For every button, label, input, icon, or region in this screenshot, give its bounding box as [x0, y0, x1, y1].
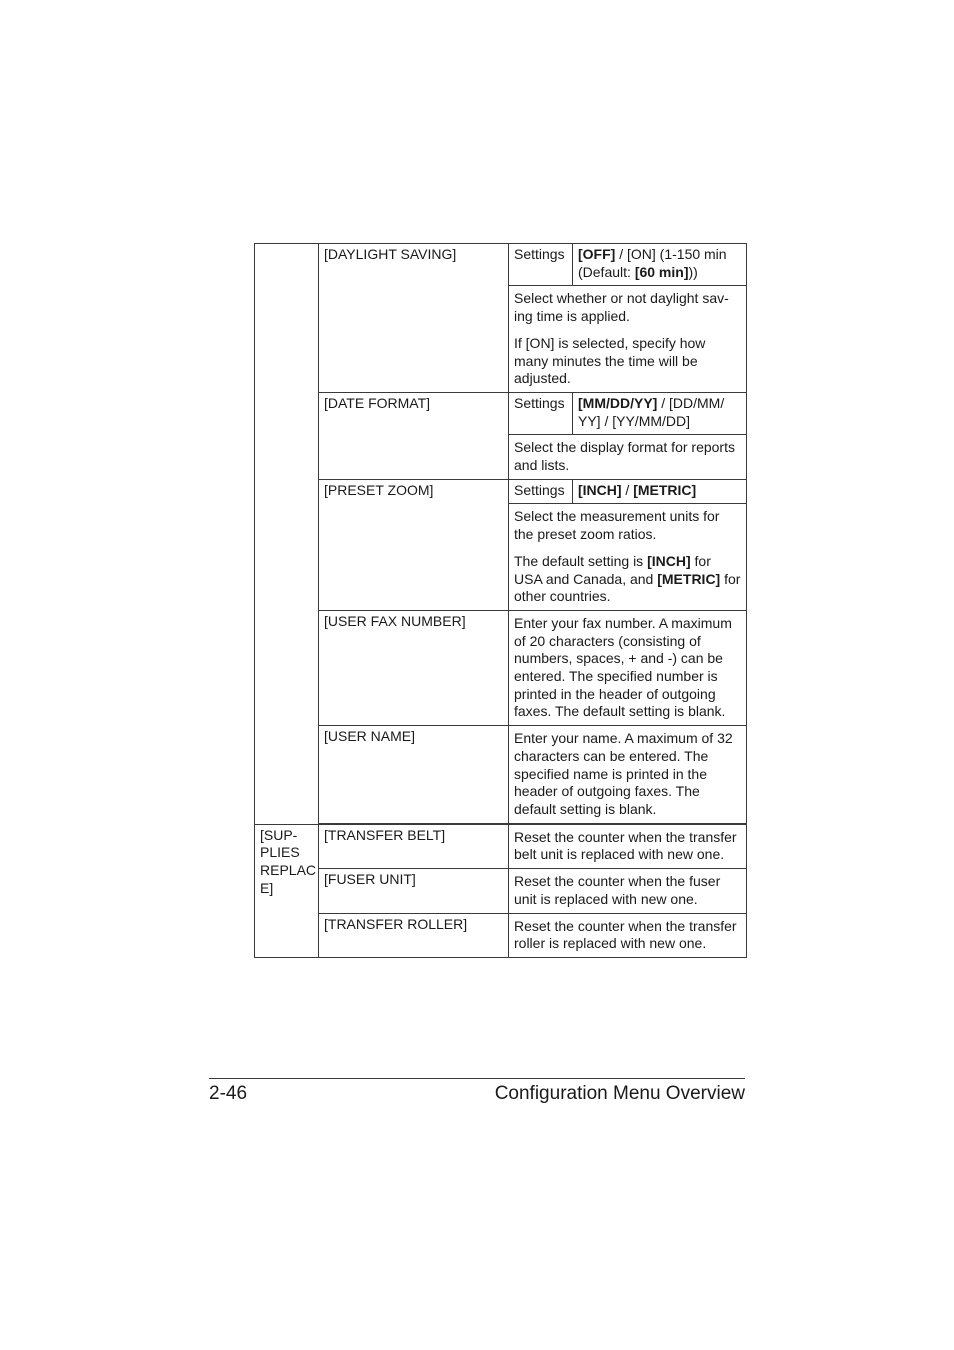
- table-row: [255, 869, 747, 913]
- table-row: [255, 244, 747, 286]
- table-row: [255, 392, 747, 434]
- settings-label: Settings: [509, 244, 573, 286]
- settings-value: [573, 479, 747, 504]
- table-row: [255, 913, 747, 957]
- description-text: for USA and Canada, and: [514, 552, 711, 587]
- description-date-format: [509, 435, 747, 479]
- description-paragraph: Enter your fax number. A maximum of 20 characters (consisting of numbers, spaces, + and -) can be entered. The specified number is printed in the header of outgoing faxes. The default setting is blank.: [514, 614, 732, 720]
- description-paragraph: Select the display format for reports and lists.: [514, 439, 735, 474]
- description-paragraph: Select the measurement units for the preset zoom ratios.: [514, 508, 720, 543]
- description-fuser-unit: [509, 869, 747, 913]
- description-paragraph: [514, 553, 742, 606]
- default-value: [60 min]: [634, 263, 689, 280]
- description-paragraph: Reset the counter when the transfer belt unit is replaced with new one.: [514, 828, 737, 863]
- description-user-name: [509, 726, 747, 824]
- settings-label: Settings: [509, 392, 573, 434]
- table-row: [255, 824, 747, 868]
- description-transfer-roller: [509, 913, 747, 957]
- page-number: 2-46: [209, 1083, 248, 1104]
- description-paragraph: If [ON] is selected, specify how many minutes the time will be adjusted.: [514, 334, 706, 387]
- section-title: Configuration Menu Overview: [494, 1083, 745, 1104]
- settings-value: [573, 392, 747, 434]
- description-text: for other countries.: [514, 570, 741, 605]
- option-value: [METRIC]: [633, 481, 697, 498]
- item-transfer-belt: [TRANSFER BELT]: [319, 824, 509, 868]
- description-paragraph: Enter your name. A maximum of 32 characters can be entered. The specified name is printed in the header of outgoing faxes. The default setting is blank.: [514, 730, 733, 817]
- description-paragraph: Reset the counter when the transfer roller is replaced with new one.: [514, 917, 737, 952]
- settings-text: /: [621, 481, 634, 498]
- description-text: The default setting is: [514, 552, 648, 569]
- item-date-format: [DATE FORMAT]: [319, 392, 509, 479]
- default-value: [MM/DD/YY]: [578, 394, 658, 411]
- description-preset-zoom: [509, 504, 747, 611]
- default-value: [OFF]: [578, 246, 616, 262]
- configuration-table: [254, 243, 747, 958]
- settings-text: )): [688, 263, 698, 280]
- group-cell-empty: [255, 244, 319, 825]
- item-daylight-saving: [DAYLIGHT SAVING]: [319, 244, 509, 393]
- description-paragraph: Select whether or not daylight sav-ing time is applied.: [514, 290, 729, 325]
- item-preset-zoom: [PRESET ZOOM]: [319, 479, 509, 610]
- default-value: [INCH]: [578, 481, 622, 498]
- item-user-fax-number: [USER FAX NUMBER]: [319, 610, 509, 725]
- settings-value: [573, 244, 747, 286]
- settings-text: / [DD/MM/ YY] / [YY/MM/DD]: [578, 394, 725, 429]
- item-user-name: [USER NAME]: [319, 726, 509, 824]
- description-bold: [INCH]: [647, 552, 691, 569]
- table-row: [255, 610, 747, 725]
- description-paragraph: Reset the counter when the fuser unit is replaced with new one.: [514, 873, 721, 907]
- footer-divider: [209, 1078, 745, 1079]
- table-row: [255, 726, 747, 824]
- description-daylight-saving: [509, 286, 747, 393]
- table-row: [255, 479, 747, 504]
- item-transfer-roller: [TRANSFER ROLLER]: [319, 913, 509, 957]
- description-transfer-belt: [509, 824, 747, 868]
- item-fuser-unit: [FUSER UNIT]: [319, 869, 509, 913]
- settings-text: / [ON] (1-150 min (Default:: [578, 246, 727, 280]
- description-bold: [METRIC]: [657, 570, 721, 587]
- settings-label: Settings: [509, 479, 573, 504]
- group-supplies-replace: [SUP-PLIES REPLAC E]: [255, 824, 319, 957]
- description-user-fax-number: [509, 610, 747, 725]
